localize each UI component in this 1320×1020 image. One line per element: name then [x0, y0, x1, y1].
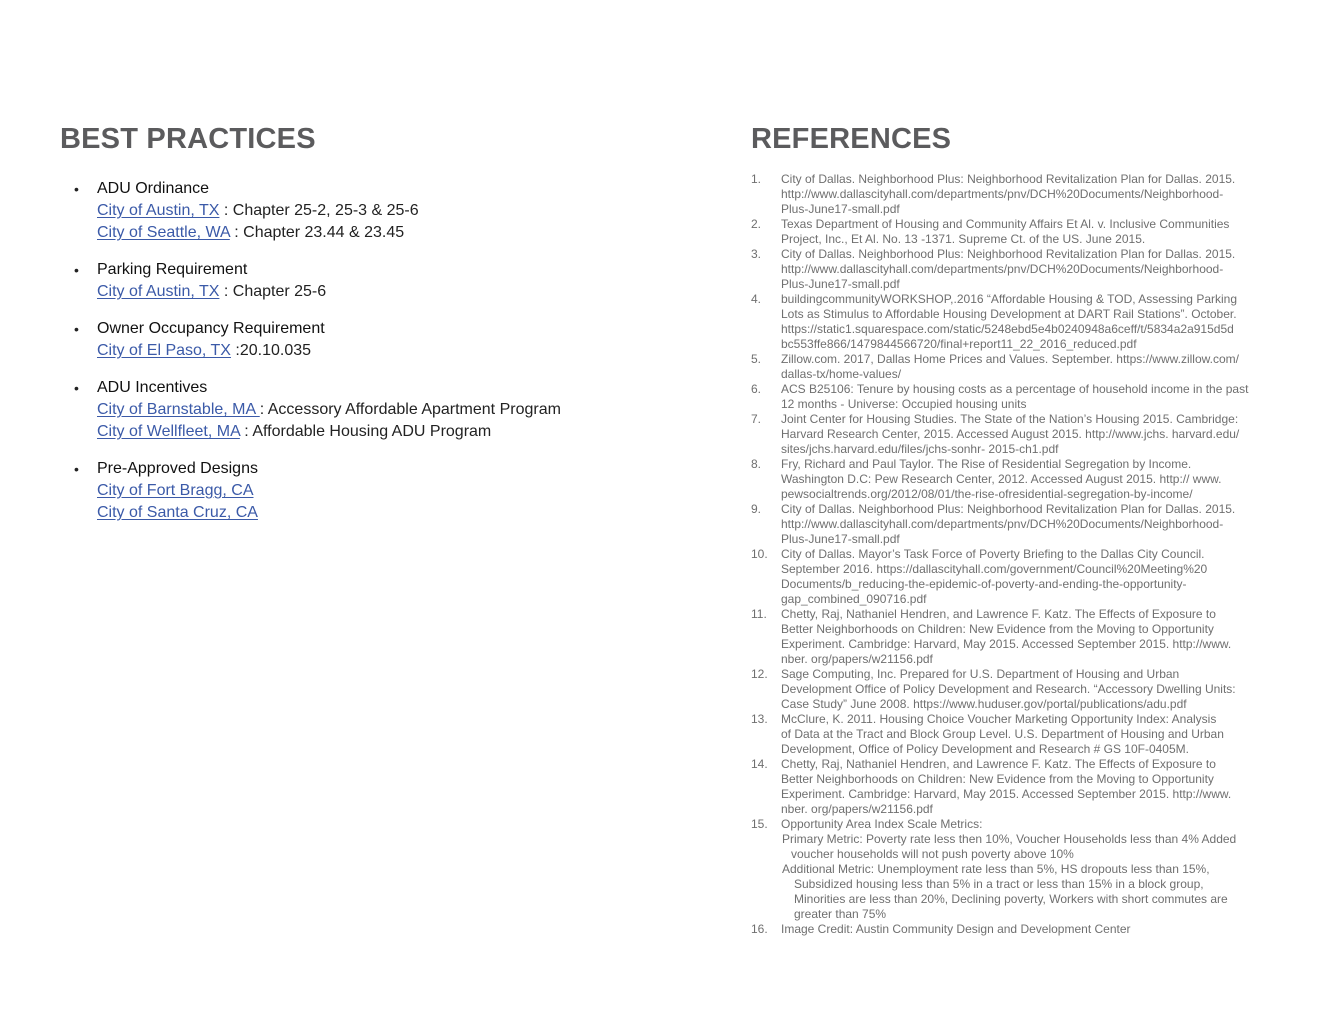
- reference-item: [751, 457, 1266, 502]
- city-code-link[interactable]: City of Wellfleet, MA: [97, 423, 240, 440]
- reference-item: [751, 667, 1266, 712]
- city-code-link[interactable]: City of Austin, TX: [97, 283, 220, 300]
- best-practice-reference: [97, 480, 694, 502]
- reference-item: [751, 172, 1266, 217]
- best-practice-reference: [97, 340, 694, 362]
- reference-text-line: buildingcommunityWORKSHOP,.2016 “Affordable Housing & TOD, Assessing Parking: [781, 292, 1237, 306]
- best-practice-item: [74, 259, 694, 303]
- reference-item: [751, 292, 1266, 352]
- reference-item: [751, 247, 1266, 292]
- bullet-icon: •: [74, 262, 79, 278]
- best-practice-reference: [97, 399, 694, 421]
- best-practice-reference: [97, 200, 694, 222]
- best-practices-heading: BEST PRACTICES: [60, 123, 316, 155]
- best-practice-reference: [97, 281, 694, 303]
- reference-item: [751, 217, 1266, 247]
- reference-number: 2.: [751, 217, 762, 231]
- reference-number: 10.: [751, 547, 768, 561]
- reference-text-line: Development Office of Policy Development and Research. “Accessory Dwelling Units:: [781, 682, 1236, 696]
- reference-item: [751, 922, 1266, 937]
- reference-number: 15.: [751, 817, 768, 831]
- references-list: [751, 172, 1266, 937]
- bullet-icon: •: [74, 321, 79, 337]
- reference-text-line: Plus-June17-small.pdf: [781, 277, 900, 291]
- bullet-icon: •: [74, 461, 79, 477]
- reference-text-line: Texas Department of Housing and Community Affairs Et Al. v. Inclusive Communities: [781, 217, 1230, 231]
- reference-number: 8.: [751, 457, 762, 471]
- reference-text-line: City of Dallas. Mayor’s Task Force of Poverty Briefing to the Dallas City Council.: [781, 547, 1205, 561]
- reference-number: 4.: [751, 292, 762, 306]
- reference-text-line: Primary Metric: Poverty rate less then 10%, Voucher Households less than 4% Added: [782, 832, 1237, 846]
- reference-item: [751, 712, 1266, 757]
- reference-text-line: Experiment. Cambridge: Harvard, May 2015. Accessed September 2015. http://www.: [781, 787, 1232, 801]
- reference-text-line: City of Dallas. Neighborhood Plus: Neighborhood Revitalization Plan for Dallas. 2015.: [781, 247, 1236, 261]
- reference-number: 14.: [751, 757, 768, 771]
- reference-item: [751, 352, 1266, 382]
- reference-number: 5.: [751, 352, 762, 366]
- reference-item: [751, 547, 1266, 607]
- city-code-link[interactable]: City of Barnstable, MA: [97, 401, 260, 418]
- best-practice-item: [74, 377, 694, 443]
- reference-text-line: Lots as Stimulus to Affordable Housing Development at DART Rail Stations”. October.: [781, 307, 1237, 321]
- reference-detail: : Affordable Housing ADU Program: [239, 423, 492, 440]
- reference-text-line: of Data at the Tract and Block Group Level. U.S. Department of Housing and Urban: [781, 727, 1224, 741]
- best-practice-item: [74, 458, 694, 524]
- reference-number: 3.: [751, 247, 762, 261]
- reference-item: [751, 607, 1266, 667]
- reference-text-line: McClure, K. 2011. Housing Choice Voucher Marketing Opportunity Index: Analysis: [781, 712, 1217, 726]
- reference-text-line: Sage Computing, Inc. Prepared for U.S. Department of Housing and Urban: [781, 667, 1180, 681]
- reference-text-line: Washington D.C: Pew Research Center, 2012. Accessed August 2015. http:// www.: [781, 472, 1222, 486]
- city-code-link[interactable]: City of Seattle, WA: [97, 224, 230, 241]
- reference-text-line: http://www.dallascityhall.com/departments/pnv/DCH%20Documents/Neighborhood-: [781, 262, 1224, 276]
- best-practices-list: [74, 178, 694, 539]
- reference-text-line: Fry, Richard and Paul Taylor. The Rise of Residential Segregation by Income.: [781, 457, 1192, 471]
- reference-text-line: Joint Center for Housing Studies. The State of the Nation’s Housing 2015. Cambridge:: [781, 412, 1239, 426]
- reference-text-line: Plus-June17-small.pdf: [781, 202, 900, 216]
- reference-text-line: 12 months - Universe: Occupied housing units: [781, 397, 1027, 411]
- reference-text-line: gap_combined_090716.pdf: [781, 592, 927, 606]
- reference-text-line: Better Neighborhoods on Children: New Evidence from the Moving to Opportunity: [781, 622, 1214, 636]
- reference-text-line: dallas-tx/home-values/: [781, 367, 902, 381]
- reference-text-line: voucher households will not push poverty above 10%: [791, 847, 1074, 861]
- reference-text-line: nber. org/papers/w21156.pdf: [781, 652, 933, 666]
- best-practice-title: ADU Incentives: [97, 379, 208, 396]
- reference-text-line: City of Dallas. Neighborhood Plus: Neighborhood Revitalization Plan for Dallas. 2015.: [781, 172, 1236, 186]
- reference-number: 1.: [751, 172, 762, 186]
- references-heading: REFERENCES: [751, 123, 952, 155]
- reference-item: [751, 412, 1266, 457]
- reference-item: [751, 817, 1266, 922]
- reference-number: 11.: [751, 607, 767, 621]
- city-code-link[interactable]: City of El Paso, TX: [97, 342, 231, 359]
- best-practice-item: [74, 318, 694, 362]
- reference-text-line: Plus-June17-small.pdf: [781, 532, 900, 546]
- reference-text-line: Subsidized housing less than 5% in a tract or less than 15% in a block group,: [794, 877, 1204, 891]
- reference-number: 7.: [751, 412, 762, 426]
- reference-item: [751, 757, 1266, 817]
- reference-text-line: Minorities are less than 20%, Declining poverty, Workers with short commutes are: [794, 892, 1228, 906]
- reference-text-line: http://www.dallascityhall.com/departments/pnv/DCH%20Documents/Neighborhood-: [781, 187, 1224, 201]
- reference-text-line: Better Neighborhoods on Children: New Evidence from the Moving to Opportunity: [781, 772, 1214, 786]
- best-practice-reference: [97, 222, 694, 244]
- reference-text-line: sites/jchs.harvard.edu/files/jchs-sonhr- 2015-ch1.pdf: [781, 442, 1059, 456]
- reference-detail: : Chapter 23.44 & 23.45: [229, 224, 405, 241]
- reference-number: 6.: [751, 382, 762, 396]
- reference-number: 9.: [751, 502, 762, 516]
- reference-item: [751, 382, 1266, 412]
- bullet-icon: •: [74, 380, 79, 396]
- reference-text-line: Opportunity Area Index Scale Metrics:: [781, 817, 983, 831]
- reference-text-line: greater than 75%: [794, 907, 887, 921]
- reference-number: 12.: [751, 667, 768, 681]
- reference-detail: : Chapter 25-6: [219, 283, 327, 300]
- reference-text-line: Image Credit: Austin Community Design and Development Center: [781, 922, 1131, 936]
- reference-detail: : Chapter 25-2, 25-3 & 25-6: [219, 202, 419, 219]
- reference-number: 13.: [751, 712, 768, 726]
- best-practice-title: Pre-Approved Designs: [97, 460, 258, 477]
- best-practice-item: [74, 178, 694, 244]
- city-code-link[interactable]: City of Fort Bragg, CA: [97, 482, 254, 499]
- city-code-link[interactable]: City of Austin, TX: [97, 202, 220, 219]
- reference-text-line: Chetty, Raj, Nathaniel Hendren, and Lawrence F. Katz. The Effects of Exposure to: [781, 757, 1216, 771]
- best-practice-title: Owner Occupancy Requirement: [97, 320, 325, 337]
- reference-text-line: nber. org/papers/w21156.pdf: [781, 802, 933, 816]
- reference-text-line: Development, Office of Policy Development and Research # GS 10F-0405M.: [781, 742, 1189, 756]
- reference-text-line: City of Dallas. Neighborhood Plus: Neighborhood Revitalization Plan for Dallas. 2015.: [781, 502, 1236, 516]
- reference-detail: :20.10.035: [230, 342, 312, 359]
- reference-text-line: Project, Inc., Et Al. No. 13 -1371. Supreme Ct. of the US. June 2015.: [781, 232, 1146, 246]
- reference-text-line: ACS B25106: Tenure by housing costs as a percentage of household income in the past: [781, 382, 1249, 396]
- reference-text-line: Zillow.com. 2017, Dallas Home Prices and Values. September. https://www.zillow.com/: [781, 352, 1239, 366]
- reference-text-line: Additional Metric: Unemployment rate less than 5%, HS dropouts less than 15%,: [782, 862, 1210, 876]
- reference-text-line: bc553ffe866/1479844566720/final+report11_22_2016_reduced.pdf: [781, 337, 1137, 351]
- reference-text-line: Experiment. Cambridge: Harvard, May 2015. Accessed September 2015. http://www.: [781, 637, 1232, 651]
- reference-detail: : Accessory Affordable Apartment Program: [259, 401, 561, 418]
- city-code-link[interactable]: City of Santa Cruz, CA: [97, 504, 258, 521]
- reference-text-line: https://static1.squarespace.com/static/5248ebd5e4b0240948a6ceff/t/5834a2a915d5d: [781, 322, 1234, 336]
- best-practice-title: ADU Ordinance: [97, 180, 210, 197]
- reference-text-line: pewsocialtrends.org/2012/08/01/the-rise-ofresidential-segregation-by-income/: [781, 487, 1193, 501]
- reference-text-line: September 2016. https://dallascityhall.com/government/Council%20Meeting%20: [781, 562, 1208, 576]
- reference-text-line: Documents/b_reducing-the-epidemic-of-poverty-and-ending-the-opportunity-: [781, 577, 1187, 591]
- reference-text-line: http://www.dallascityhall.com/departments/pnv/DCH%20Documents/Neighborhood-: [781, 517, 1224, 531]
- bullet-icon: •: [74, 181, 79, 197]
- reference-text-line: Chetty, Raj, Nathaniel Hendren, and Lawrence F. Katz. The Effects of Exposure to: [781, 607, 1216, 621]
- reference-text-line: Harvard Research Center, 2015. Accessed August 2015. http://www.jchs. harvard.edu/: [781, 427, 1240, 441]
- best-practice-reference: [97, 421, 694, 443]
- reference-text-line: Case Study” June 2008. https://www.huduser.gov/portal/publications/adu.pdf: [781, 697, 1187, 711]
- reference-number: 16.: [751, 922, 768, 936]
- best-practice-reference: [97, 502, 694, 524]
- reference-item: [751, 502, 1266, 547]
- best-practice-title: Parking Requirement: [97, 261, 248, 278]
